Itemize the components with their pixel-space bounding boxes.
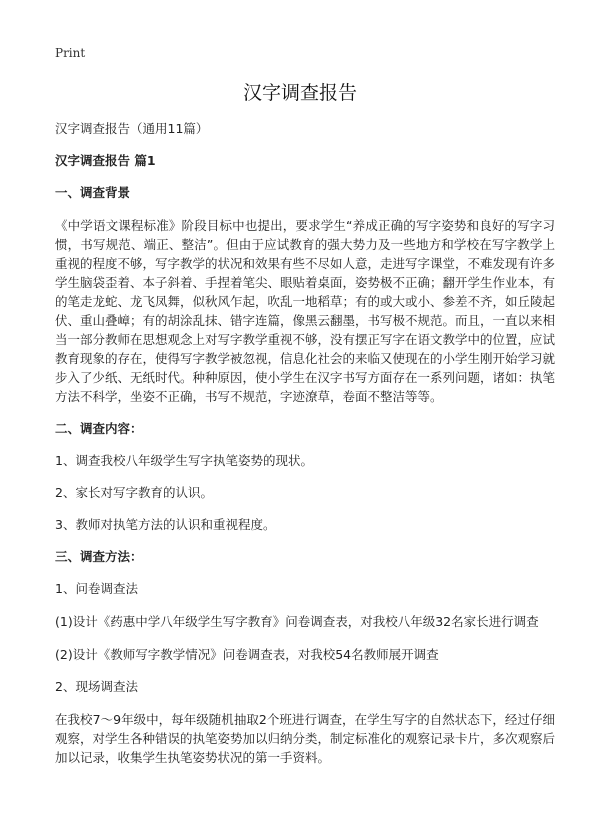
method-1-heading: 1、问卷调查法 xyxy=(55,581,138,596)
method-1-item: (1)设计《药惠中学八年级学生写字教育》问卷调查表，对我校八年级32名家长进行调查 xyxy=(55,614,539,629)
section-title: 汉字调查报告 篇1 xyxy=(55,153,156,168)
heading-content: 二、调查内容： xyxy=(55,421,143,436)
method-2-heading: 2、现场调查法 xyxy=(55,679,138,694)
method-1-item: (2)设计《教师写字教学情况》问卷调查表，对我校54名教师展开调查 xyxy=(55,647,439,662)
page-title: 汉字调查报告 xyxy=(242,82,357,104)
background-paragraph: 《中学语文课程标准》阶段目标中也提出，要求学生“养成正确的写字姿势和良好的写字习惯，书写规范、端正、整洁”。但由于应试教育的强大势力及一些地方和学校在写字教学上重视的程度不够，写字教学的状况和效果有些不尽如人意，走进写字课堂，不难发现有许多学生脑袋歪着、本子斜着、手捏着笔尖、眼贴着桌面，姿势极不正确；翻开学生作业本，有的笔走龙蛇、龙飞凤舞，似秋风乍起，吹乱一地稻草；有的或大或小、参差不齐，如丘陵起伏、重山叠嶂；有的胡涂乱抹、错字连篇，像黑云翻墨，书写极不规范。而且，一直以来相当一部分教师在思想观念上对写字教学重视不够，没有摆正写字在语文教学中的位置，应试教育现象的存在，使得写字教学被忽视，信息化社会的来临又使现在的小学生刚开始学习就步入了少纸、无纸时代。种种原因，使小学生在汉字书写方面存在一系列问题，诸如：执笔方法不科学，坐姿不正确，书写不规范，字迹潦草，卷面不整洁等等。 xyxy=(55,218,556,404)
content-item: 2、家长对写字教育的认识。 xyxy=(55,485,213,500)
method-2-paragraph: 在我校7～9年级中，每年级随机抽取2个班进行调查，在学生写字的自然状态下，经过仔细观察，对学生各种错误的执笔姿势加以归纳分类，制定标准化的观察记录卡片，多次观察后加以记录，收集学生执笔姿势状况的第一手资料。 xyxy=(55,712,556,765)
document-subtitle: 汉字调查报告（通用11篇） xyxy=(55,121,209,136)
content-item: 1、调查我校八年级学生写字执笔姿势的现状。 xyxy=(55,453,313,468)
content-item: 3、教师对执笔方法的认识和重视程度。 xyxy=(55,517,276,532)
print-link[interactable]: Print xyxy=(55,46,86,60)
heading-background: 一、调查背景 xyxy=(55,185,131,200)
document-body xyxy=(55,120,555,781)
heading-method: 三、调查方法： xyxy=(55,549,143,564)
